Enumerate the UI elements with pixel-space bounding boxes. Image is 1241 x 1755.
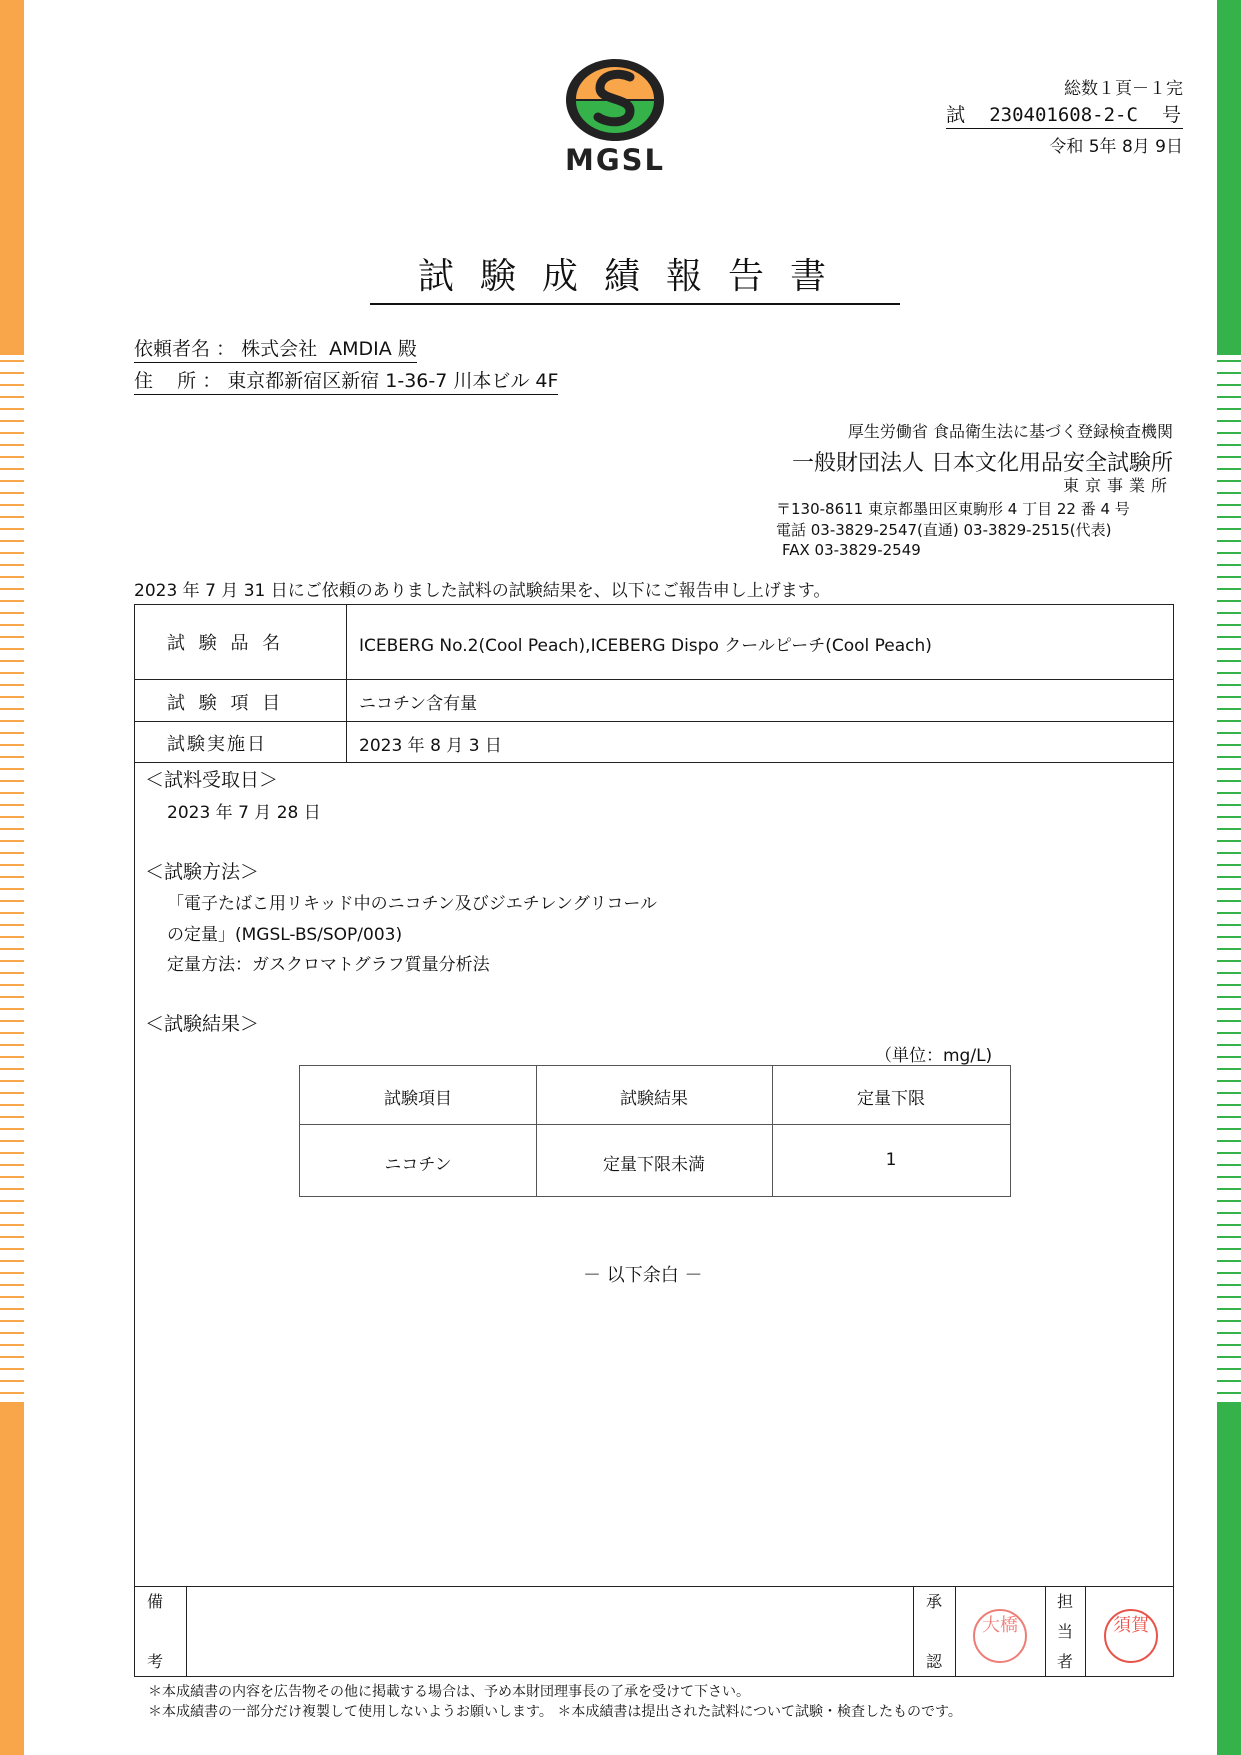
divider <box>1045 1586 1046 1676</box>
charge-label-bottom: 者 <box>1057 1652 1074 1671</box>
left-dash-strip <box>0 360 24 1400</box>
result-table <box>299 1065 1011 1197</box>
org-fax: FAX 03-3829-2549 <box>782 541 921 559</box>
label-test-item: 試 験 項 目 <box>167 693 285 714</box>
left-orange-band-top <box>0 0 24 355</box>
charge-label-mid: 当 <box>1057 1622 1074 1641</box>
report-suffix: 号 <box>1161 104 1181 126</box>
approve-label-bottom: 認 <box>926 1652 943 1671</box>
result-cell-item: ニコチン <box>384 1155 452 1175</box>
result-header-limit: 定量下限 <box>857 1089 925 1109</box>
result-header-item: 試験項目 <box>384 1089 452 1109</box>
divider <box>913 1586 914 1676</box>
divider <box>135 762 1173 763</box>
value-test-item: ニコチン含有量 <box>359 694 478 714</box>
client-address: 住 所 ： 東京都新宿区新宿 1-36-7 川本ビル 4F <box>134 366 558 395</box>
intro-text: 2023 年 7 月 31 日にご依頼のありました試料の試験結果を、以下にご報告申し上げます。 <box>134 581 831 601</box>
footnote-2: ＊本成績書の一部分だけ複製して使用しないようお願いします。 ＊本成績書は提出された試料について試験・検査したものです。 <box>148 1704 962 1720</box>
divider <box>1085 1586 1086 1676</box>
charge-label-top: 担 <box>1057 1592 1074 1611</box>
label-test-date: 試験実施日 <box>167 734 267 755</box>
left-orange-band-bottom <box>0 1402 24 1755</box>
page-title: 試験成績報告書 <box>370 248 900 305</box>
issue-date: 令和 5年 8月 9日 <box>1049 137 1183 157</box>
footnote-1: ＊本成績書の内容を広告物その他に掲載する場合は、予め本財団理事長の了承を受けて下さい。 <box>148 1684 750 1700</box>
result-heading: ＜試験結果＞ <box>145 1013 260 1035</box>
divider <box>955 1586 956 1676</box>
remarks-label-bottom: 考 <box>147 1652 164 1671</box>
divider <box>135 679 1173 680</box>
report-frame <box>134 604 1174 1677</box>
end-mark: － 以下余白 － <box>583 1265 703 1286</box>
method-line-1: 「電子たばこ用リキッド中のニコチン及びジエチレングリコール <box>167 894 658 914</box>
report-number-line <box>946 100 1183 129</box>
charge-stamp: 須賀 <box>1104 1609 1158 1663</box>
org-phone: 電話 03-3829-2547(直通) 03-3829-2515(代表) <box>776 521 1112 539</box>
approver-stamp: 大橋 <box>973 1609 1027 1663</box>
label-sample-name: 試 験 品 名 <box>167 633 285 654</box>
mgsl-logo <box>560 55 670 175</box>
org-name: 一般財団法人 日本文化用品安全試験所 <box>792 451 1173 476</box>
client-name: 依頼者名 ： 株式会社 AMDIA 殿 <box>134 334 417 363</box>
result-header-result: 試験結果 <box>620 1089 688 1109</box>
result-cell-limit: 1 <box>885 1150 897 1170</box>
right-green-band-bottom <box>1217 1402 1241 1755</box>
remarks-label-top: 備 <box>147 1592 164 1611</box>
receipt-date: 2023 年 7 月 28 日 <box>167 803 321 823</box>
report-prefix: 試 <box>946 104 966 126</box>
right-dash-strip <box>1217 360 1241 1400</box>
divider <box>346 605 347 762</box>
result-unit: （単位：mg/L) <box>875 1046 993 1066</box>
divider <box>300 1124 1010 1125</box>
divider <box>186 1586 187 1676</box>
org-address: 〒130-8611 東京都墨田区東駒形 4 丁目 22 番 4 号 <box>776 500 1130 518</box>
right-green-band-top <box>1217 0 1241 355</box>
receipt-heading: ＜試料受取日＞ <box>145 769 279 791</box>
org-office: 東京事業所 <box>1062 476 1173 495</box>
report-number: 230401608-2-C <box>989 104 1138 126</box>
value-test-date: 2023 年 8 月 3 日 <box>359 736 502 756</box>
result-cell-result: 定量下限未満 <box>603 1155 705 1175</box>
divider <box>135 1586 1173 1587</box>
mgsl-logo-icon <box>560 55 670 145</box>
approve-label-top: 承 <box>926 1592 943 1611</box>
logo-text: MGSL <box>564 143 666 177</box>
page-count: 総数１頁－１完 <box>1064 79 1183 99</box>
method-line-3: 定量方法：ガスクロマトグラフ質量分析法 <box>167 955 490 975</box>
method-heading: ＜試験方法＞ <box>145 861 260 883</box>
org-registration: 厚生労働省 食品衛生法に基づく登録検査機関 <box>847 422 1173 441</box>
value-sample-name: ICEBERG No.2(Cool Peach),ICEBERG Dispo クールピーチ(Cool Peach) <box>359 636 932 656</box>
divider <box>135 721 1173 722</box>
method-line-2: の定量」(MGSL-BS/SOP/003) <box>167 925 403 945</box>
